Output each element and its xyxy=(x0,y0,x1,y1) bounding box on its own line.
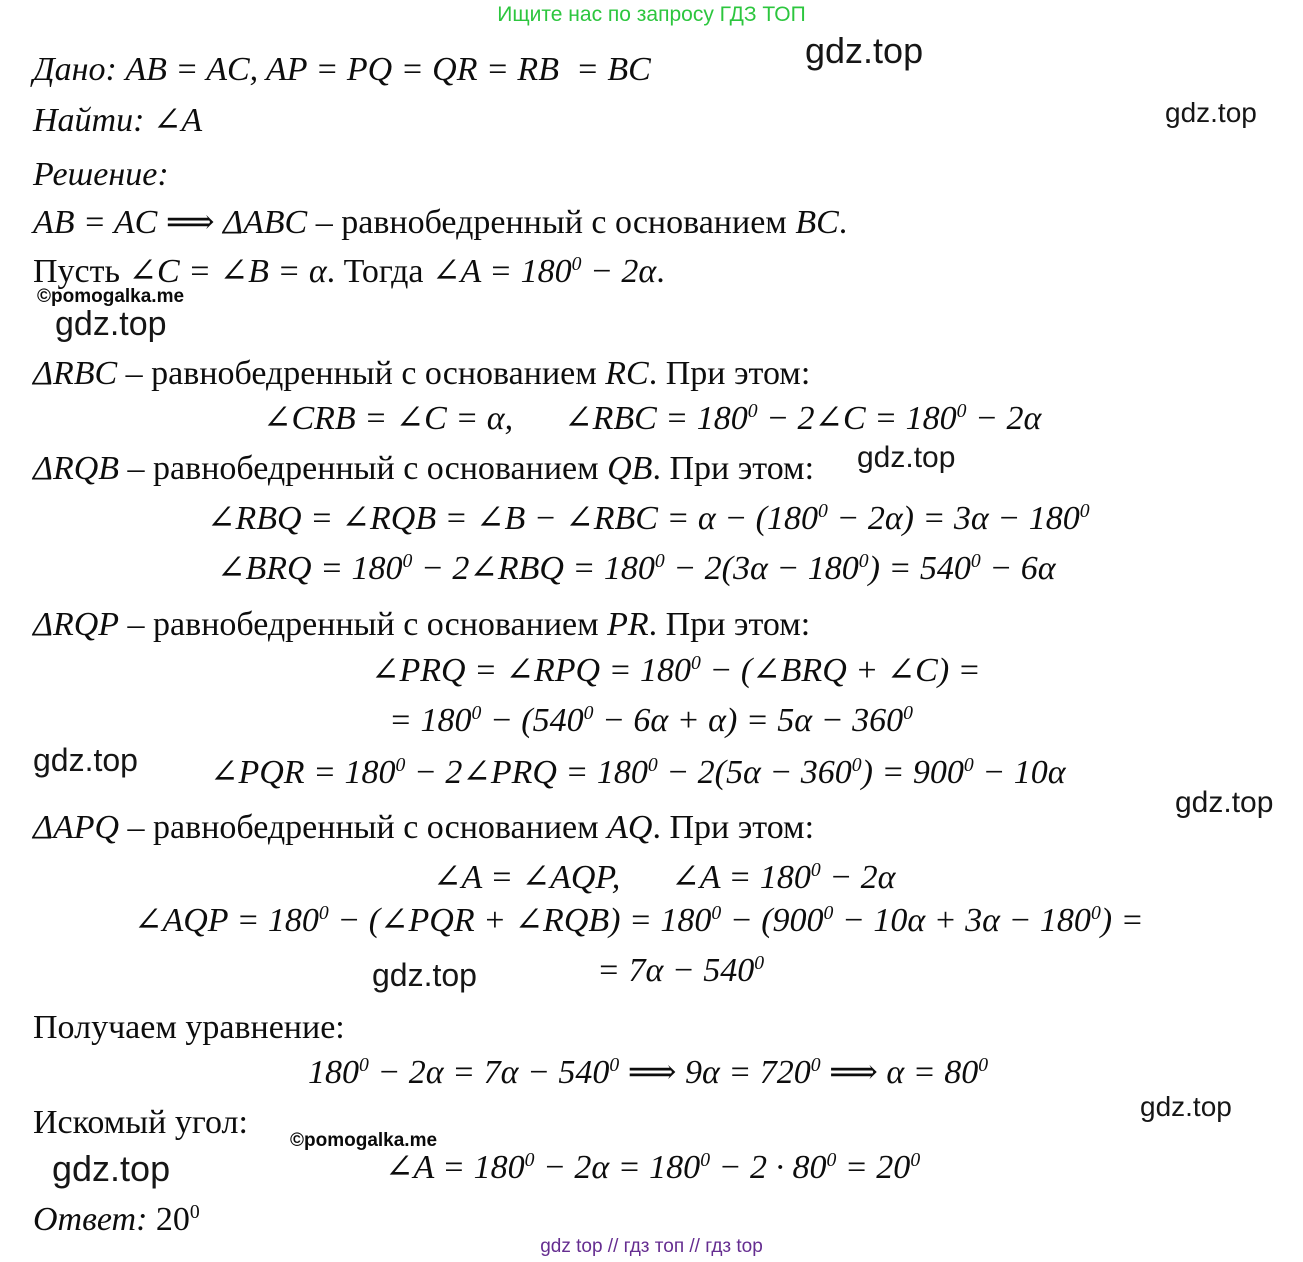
watermark-gdz-top-9: gdz.top xyxy=(52,1148,171,1189)
solution-heading: Решение: xyxy=(33,156,169,193)
watermark-gdz-top-8: gdz.top xyxy=(1140,1091,1232,1122)
watermark-gdz-top-3: gdz.top xyxy=(55,305,167,343)
answer-line: Ответ: $20^0$ xyxy=(33,1201,200,1238)
main-equation: $180^0 - 2\alpha = 7\alpha - 540^0$ ⟹ $9\alpha = 720^0$ ⟹ $\alpha = 80^0$ xyxy=(308,1054,989,1091)
find-math: ∠A xyxy=(152,102,203,139)
watermark-pomogalka-1: ©pomogalka.me xyxy=(37,286,185,307)
triangle-rqp-line: ΔRQP – равнобедренный с основанием PR. При этом: xyxy=(33,606,811,643)
given-line xyxy=(33,50,651,89)
equation-heading: Получаем уравнение: xyxy=(33,1009,345,1046)
brq-formula: ∠BRQ = $180^0$ − 2∠RBQ = $180^0 - 2(3\alpha - 180^0) = 540^0 - 6\alpha$ xyxy=(217,550,1056,587)
pqr-formula: ∠PQR = $180^0$ − 2∠PRQ = $180^0 - 2(5\alpha - 360^0) = 900^0 - 10\alpha$ xyxy=(210,754,1066,791)
aqp-formula: ∠AQP = $180^0$ − (∠PQR + ∠RQB) = $180^0 - (900^0 - 10\alpha + 3\alpha - 180^0)$ = xyxy=(134,902,1144,939)
seven-alpha-formula: = $7\alpha - 540^0$ xyxy=(597,952,765,989)
footer-watermark: gdz top // гдз топ // гдз top xyxy=(540,1236,763,1257)
given-label: Дано: xyxy=(33,51,126,88)
find-label: Найти: xyxy=(33,102,153,139)
isosceles-abc-line: AB = AC ⟹ ΔABC – равнобедренный с основанием BC. xyxy=(33,204,848,241)
triangle-rbc-line: ΔRBC – равнобедренный с основанием RC. При этом: xyxy=(33,355,811,392)
rbq-formula: ∠RBQ = ∠RQB = ∠B − ∠RBC = $\alpha - (180^0 - 2\alpha) = 3\alpha - 180^0$ xyxy=(207,500,1090,537)
watermark-gdz-top-1: gdz.top xyxy=(805,30,924,71)
watermark-gdz-top-6: gdz.top xyxy=(1175,786,1274,819)
triangle-rqb-line: ΔRQB – равнобедренный с основанием QB. При этом: xyxy=(33,450,815,487)
let-angles-line: Пусть ∠C = ∠B = α. Тогда ∠A = $180^0 - 2\alpha$. xyxy=(33,253,665,290)
watermark-gdz-top-7: gdz.top xyxy=(372,957,477,993)
watermark-gdz-top-5: gdz.top xyxy=(33,742,138,778)
find-line xyxy=(33,101,202,140)
given-math: AB = AC, AP = PQ = QR = RB = BC xyxy=(125,51,651,88)
prq-formula-2: = $180^0 - (540^0 - 6\alpha + \alpha) = 5\alpha - 360^0$ xyxy=(389,702,913,739)
final-formula: ∠A = $180^0 - 2\alpha = 180^0 - 2 \cdot 80^0 = 20^0$ xyxy=(385,1149,921,1186)
triangle-apq-line: ΔAPQ – равнобедренный с основанием AQ. При этом: xyxy=(33,809,815,846)
a-aqp-formula: ∠A = ∠AQP, ∠A = $180^0 - 2\alpha$ xyxy=(433,859,896,896)
promo-banner: Ищите нас по запросу ГДЗ ТОП xyxy=(497,3,806,26)
prq-formula-1: ∠PRQ = ∠RPQ = $180^0$ − (∠BRQ + ∠C) = xyxy=(371,652,981,689)
crb-formula: ∠CRB = ∠C = α, ∠RBC = $180^0$ − 2∠C = $180^0 - 2\alpha$ xyxy=(263,400,1042,437)
watermark-gdz-top-4: gdz.top xyxy=(857,441,956,474)
watermark-pomogalka-2: ©pomogalka.me xyxy=(290,1130,438,1151)
sought-angle-heading: Искомый угол: xyxy=(33,1104,248,1141)
watermark-gdz-top-2: gdz.top xyxy=(1165,97,1257,128)
